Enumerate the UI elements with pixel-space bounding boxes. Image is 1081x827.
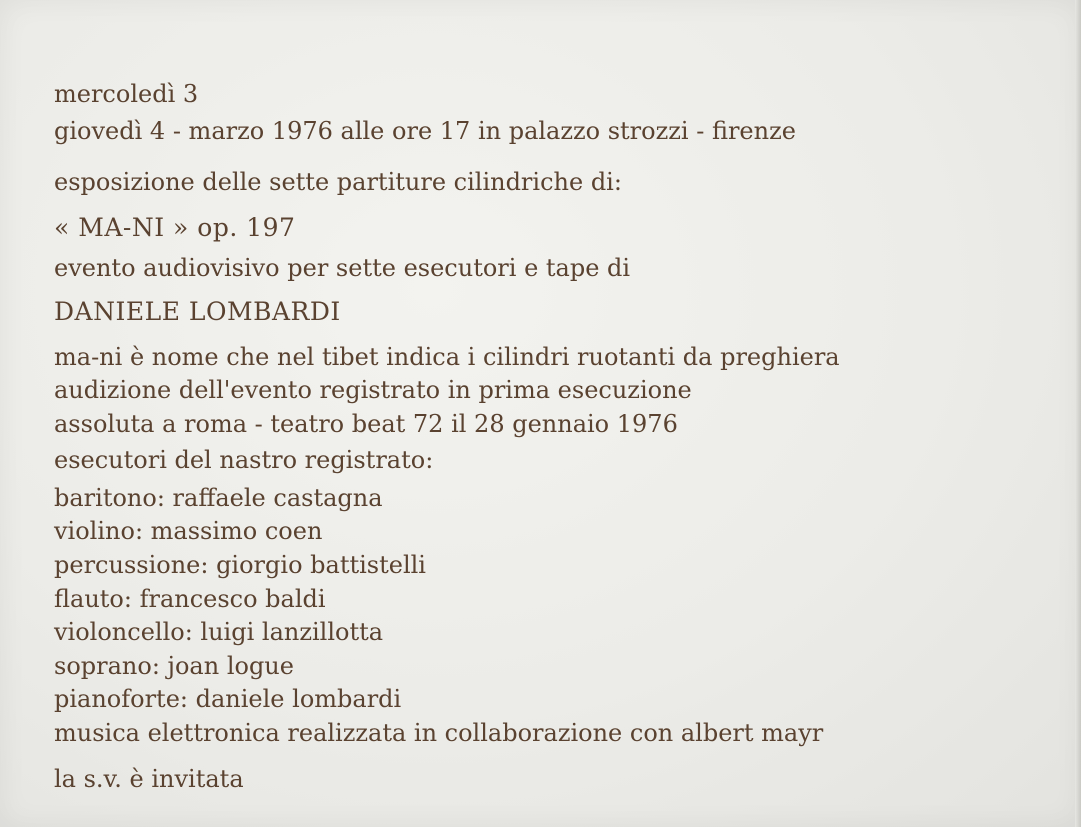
performers-heading: esecutori del nastro registrato: [54, 446, 434, 474]
exhibition-line: esposizione delle sette partiture cilindriche di: [54, 168, 622, 196]
performer-baritone: baritono: raffaele castagna [54, 484, 383, 512]
performer-soprano: soprano: joan logue [54, 652, 294, 680]
performer-percussion: percussione: giorgio battistelli [54, 551, 426, 579]
date-line-wednesday: mercoledì 3 [54, 80, 199, 108]
performer-flute: flauto: francesco baldi [54, 585, 326, 613]
audition-line: audizione dell'evento registrato in prima esecuzione [54, 376, 692, 404]
title-explanation: ma-ni è nome che nel tibet indica i cilindri ruotanti da preghiera [54, 343, 840, 371]
event-description: evento audiovisivo per sette esecutori e tape di [54, 254, 631, 282]
performer-violin: violino: massimo coen [54, 517, 323, 545]
work-title: « MA-NI » op. 197 [54, 213, 296, 242]
performer-piano: pianoforte: daniele lombardi [54, 685, 402, 713]
performer-cello: violoncello: luigi lanzillotta [54, 618, 384, 646]
composer-name: DANIELE LOMBARDI [54, 297, 341, 326]
date-venue-line: giovedì 4 - marzo 1976 alle ore 17 in palazzo strozzi - firenze [54, 117, 796, 145]
premiere-line: assoluta a roma - teatro beat 72 il 28 gennaio 1976 [54, 410, 678, 438]
invitation-closing: la s.v. è invitata [54, 765, 244, 793]
electronic-music-credit: musica elettronica realizzata in collaborazione con albert mayr [54, 719, 824, 747]
